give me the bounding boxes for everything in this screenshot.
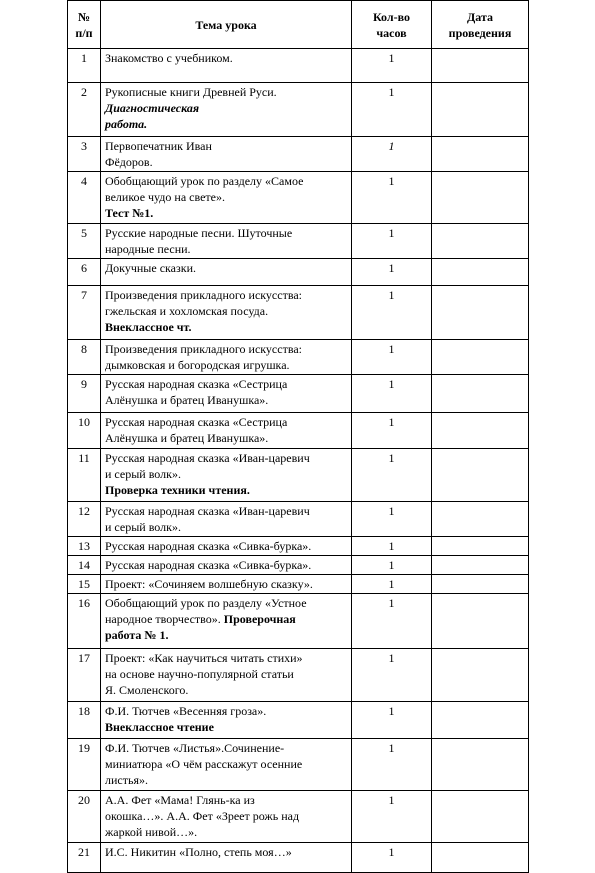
lesson-plan-table bbox=[67, 0, 529, 873]
table-row bbox=[68, 83, 529, 137]
row-topic: Произведения прикладного искусства: гжельская и хохломская посуда. Внеклассное чт. bbox=[101, 286, 352, 340]
table-row bbox=[68, 224, 529, 259]
table-row bbox=[68, 49, 529, 83]
row-hours: 1 bbox=[352, 224, 432, 259]
row-topic: Русская народная сказка «Сестрица Алёнушка и братец Иванушка». bbox=[101, 413, 352, 449]
row-number: 15 bbox=[68, 575, 101, 594]
row-topic: Русские народные песни. Шуточные народные песни. bbox=[101, 224, 352, 259]
table-row bbox=[68, 537, 529, 556]
row-date bbox=[432, 575, 529, 594]
table-row bbox=[68, 702, 529, 739]
table-row bbox=[68, 340, 529, 375]
row-date bbox=[432, 259, 529, 286]
row-date bbox=[432, 502, 529, 537]
header-topic: Тема урока bbox=[101, 1, 352, 49]
row-date bbox=[432, 594, 529, 649]
row-note: работа. bbox=[105, 117, 148, 131]
row-hours: 1 bbox=[352, 49, 432, 83]
table-row bbox=[68, 843, 529, 873]
table-row bbox=[68, 259, 529, 286]
row-number: 6 bbox=[68, 259, 101, 286]
row-number: 8 bbox=[68, 340, 101, 375]
header-hours: Кол-во часов bbox=[352, 1, 432, 49]
table-row bbox=[68, 649, 529, 702]
row-topic: Проект: «Как научиться читать стихи» на основе научно-популярной статьи Я. Смоленского. bbox=[101, 649, 352, 702]
row-date bbox=[432, 137, 529, 172]
row-hours: 1 bbox=[352, 739, 432, 791]
row-date bbox=[432, 172, 529, 224]
row-hours: 1 bbox=[352, 375, 432, 413]
row-number: 16 bbox=[68, 594, 101, 649]
table-row bbox=[68, 556, 529, 575]
row-number: 3 bbox=[68, 137, 101, 172]
table-row bbox=[68, 375, 529, 413]
table-row bbox=[68, 413, 529, 449]
row-topic: И.С. Никитин «Полно, степь моя…» bbox=[101, 843, 352, 873]
row-number: 5 bbox=[68, 224, 101, 259]
row-date bbox=[432, 843, 529, 873]
row-number: 21 bbox=[68, 843, 101, 873]
row-date bbox=[432, 702, 529, 739]
row-hours: 1 bbox=[352, 594, 432, 649]
row-number: 11 bbox=[68, 449, 101, 502]
row-topic: Произведения прикладного искусства: дымковская и богородская игрушка. bbox=[101, 340, 352, 375]
row-number: 18 bbox=[68, 702, 101, 739]
row-topic: Проект: «Сочиняем волшебную сказку». bbox=[101, 575, 352, 594]
row-date bbox=[432, 791, 529, 843]
row-topic: Первопечатник Иван Фёдоров. bbox=[101, 137, 352, 172]
table-row bbox=[68, 739, 529, 791]
row-note: Диагностическая bbox=[105, 101, 200, 115]
row-hours: 1 bbox=[352, 537, 432, 556]
row-hours: 1 bbox=[352, 172, 432, 224]
row-topic: Ф.И. Тютчев «Весенняя гроза». Внеклассное чтение bbox=[101, 702, 352, 739]
table-row bbox=[68, 449, 529, 502]
row-date bbox=[432, 286, 529, 340]
header-number: № п/п bbox=[68, 1, 101, 49]
row-topic: Русская народная сказка «Сестрица Алёнушка и братец Иванушка». bbox=[101, 375, 352, 413]
row-topic: Русская народная сказка «Сивка-бурка». bbox=[101, 537, 352, 556]
table-row bbox=[68, 137, 529, 172]
row-date bbox=[432, 375, 529, 413]
row-date bbox=[432, 739, 529, 791]
table-row bbox=[68, 594, 529, 649]
row-hours: 1 bbox=[352, 702, 432, 739]
row-hours: 1 bbox=[352, 502, 432, 537]
row-note: Внеклассное чтение bbox=[105, 720, 214, 734]
row-date bbox=[432, 224, 529, 259]
row-date bbox=[432, 649, 529, 702]
row-number: 19 bbox=[68, 739, 101, 791]
row-number: 7 bbox=[68, 286, 101, 340]
row-number: 1 bbox=[68, 49, 101, 83]
row-note: Внеклассное чт. bbox=[105, 320, 192, 334]
row-date bbox=[432, 49, 529, 83]
row-date bbox=[432, 449, 529, 502]
table-row bbox=[68, 502, 529, 537]
row-note: Проверка техники чтения. bbox=[105, 483, 250, 497]
row-number: 2 bbox=[68, 83, 101, 137]
row-topic: Ф.И. Тютчев «Листья».Сочинение- миниатюра «О чём расскажут осенние листья». bbox=[101, 739, 352, 791]
table-row bbox=[68, 286, 529, 340]
table-row bbox=[68, 172, 529, 224]
row-topic: Докучные сказки. bbox=[101, 259, 352, 286]
row-number: 10 bbox=[68, 413, 101, 449]
row-hours: 1 bbox=[352, 556, 432, 575]
row-hours: 1 bbox=[352, 259, 432, 286]
row-hours: 1 bbox=[352, 83, 432, 137]
row-hours: 1 bbox=[352, 575, 432, 594]
row-hours: 1 bbox=[352, 791, 432, 843]
row-topic: А.А. Фет «Мама! Глянь-ка из окошка…». А.А. Фет «Зреет рожь над жаркой нивой…». bbox=[101, 791, 352, 843]
row-hours: 1 bbox=[352, 286, 432, 340]
row-topic: Русская народная сказка «Иван-царевич и серый волк». bbox=[101, 502, 352, 537]
row-number: 20 bbox=[68, 791, 101, 843]
row-note: Тест №1. bbox=[105, 206, 154, 220]
row-hours: 1 bbox=[352, 649, 432, 702]
row-date bbox=[432, 83, 529, 137]
row-hours: 1 bbox=[352, 340, 432, 375]
row-hours: 1 bbox=[352, 843, 432, 873]
row-number: 4 bbox=[68, 172, 101, 224]
row-number: 12 bbox=[68, 502, 101, 537]
row-number: 14 bbox=[68, 556, 101, 575]
row-topic: Обобщающий урок по разделу «Устное народное творчество». Проверочная работа № 1. bbox=[101, 594, 352, 649]
row-topic: Русская народная сказка «Сивка-бурка». bbox=[101, 556, 352, 575]
row-date bbox=[432, 537, 529, 556]
lesson-plan-sheet bbox=[67, 0, 528, 873]
row-topic: Рукописные книги Древней Руси. Диагностическая работа. bbox=[101, 83, 352, 137]
row-number: 17 bbox=[68, 649, 101, 702]
table-row bbox=[68, 791, 529, 843]
row-topic: Обобщающий урок по разделу «Самое великое чудо на свете». Тест №1. bbox=[101, 172, 352, 224]
row-date bbox=[432, 340, 529, 375]
row-date bbox=[432, 413, 529, 449]
row-topic: Знакомство с учебником. bbox=[101, 49, 352, 83]
row-date bbox=[432, 556, 529, 575]
header-date: Дата проведения bbox=[432, 1, 529, 49]
row-topic: Русская народная сказка «Иван-царевич и серый волк». Проверка техники чтения. bbox=[101, 449, 352, 502]
row-hours: 1 bbox=[352, 449, 432, 502]
table-header-row bbox=[68, 1, 529, 49]
row-number: 9 bbox=[68, 375, 101, 413]
row-number: 13 bbox=[68, 537, 101, 556]
row-hours: 1 bbox=[352, 137, 432, 172]
table-row bbox=[68, 575, 529, 594]
row-note: работа № 1. bbox=[105, 628, 169, 642]
row-hours: 1 bbox=[352, 413, 432, 449]
